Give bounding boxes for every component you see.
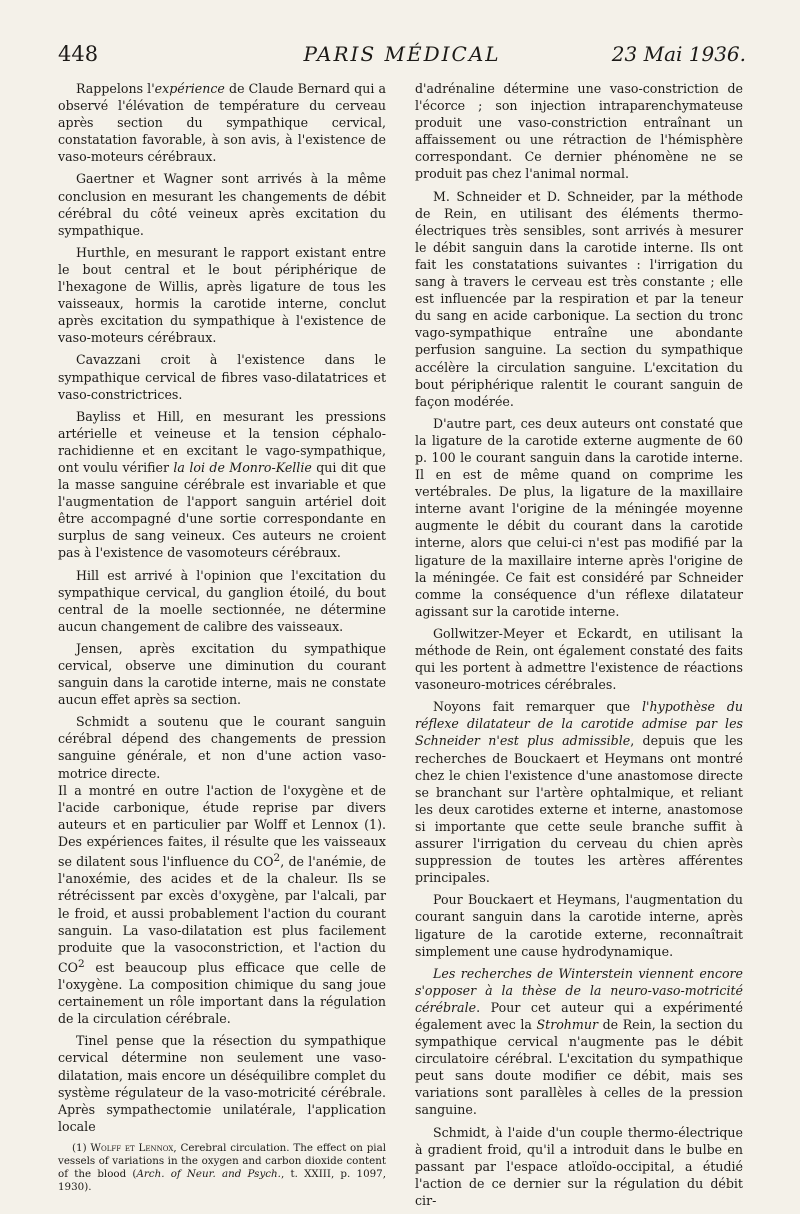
paragraph: Les recherches de Winterstein viennent encore s'opposer à la thèse de la neuro-vaso-motricité cérébrale. Pour cet auteur qui a expérimenté également avec la Strohmur de Rein, la section du sympathique cervical n'augmente pas le débit circulatoire cérébral. L'excitation du sympathique peut sans doute modifier ce débit, mais ses variations sont parallèles à celles de la pression sanguine. [415,965,743,1118]
paragraph: Gollwitzer-Meyer et Eckardt, en utilisant la méthode de Rein, ont également constaté des faits qui les portent à admettre l'existence de réactions vasoneuro-motrices cérébrales. [415,625,743,693]
paragraph: M. Schneider et D. Schneider, par la méthode de Rein, en utilisant des éléments thermo-électriques très sensibles, sont arrivés à mesurer le débit sanguin dans la carotide interne. Ils ont fait les constatations suivantes : l'irrigation du sang à travers le cerveau est très constante ; elle est influencée par la respiration et par la teneur du sang en acide carbonique. La section du tronc vago-sympathique entraîne une abondante perfusion sanguine. La section du sympathique accélère la circulation sanguine. L'excitation du bout périphérique ralentit le courant sanguin de façon modérée. [415,188,743,409]
paragraph: Hurthle, en mesurant le rapport existant entre le bout central et le bout périphérique de l'hexagone de Willis, après ligature de tous les vaisseaux, hormis la carotide interne, conclut après excitation du sympathique à l'existence de vaso-moteurs cérébraux. [58,244,386,346]
journal-title: PARIS MÉDICAL [303,42,501,66]
paragraph: Jensen, après excitation du sympathique cervical, observe une diminution du courant sanguin dans la carotide interne, mais ne constate aucun effet après sa section. [58,640,386,708]
paragraph: Rappelons l'expérience de Claude Bernard qui a observé l'élévation de température du cerveau après section du sympathique cervical, constatation favorable, à son avis, à l'existence de vaso-moteurs cérébraux. [58,81,386,165]
paragraph: Tinel pense que la résection du sympathique cervical détermine non seulement une vaso-dilatation, mais encore un déséquilibre complet du système régulateur de la vaso-motricité cérébrale. Après sympathectomie unilatérale, l'application locale [58,1033,386,1134]
paragraph: Bayliss et Hill, en mesurant les pressions artérielle et veineuse et la tension céphalo-rachidienne et en excitant le vago-sympathique, ont voulu vérifier la loi de Monro-Kellie qui dit que la masse sanguine cérébrale est invariable et que l'augmentation de l'apport sanguin artériel doit être accompagné d'une sortie correspondante en surplus de sang veineux. Ces auteurs ne croient pas à l'existence de vasomoteurs cérébraux. [58,408,386,561]
paragraph: Cavazzani croit à l'existence dans le sympathique cervical de fibres vaso-dilatatrices et vaso-constrictrices. [58,352,386,402]
footnote: (1) Wolff et Lennox, Cerebral circulation. The effect on pial vessels of variations in the oxygen and carbon dioxide content of the blood (Arch. of Neur. and Psych., t. XXIII, p. 1097, 1930). [58,1141,387,1193]
paragraph: Schmidt, à l'aide d'un couple thermo-électrique à gradient froid, qu'il a introduit dans le bulbe en passant par l'espace atloïdo-occipital, a étudié l'action de ce dernier sur la régulation du débit cir- [415,1124,743,1208]
paragraph: Gaertner et Wagner sont arrivés à la même conclusion en mesurant les changements de débit cérébral du côté veineux après excitation du sympathique. [58,171,386,238]
paragraph: d'adrénaline détermine une vaso-constriction de l'écorce ; son injection intraparenchymateuse produit une vaso-constriction entraînant un affaissement ou une rétraction de l'hémisphère correspondant. Ce dernier phénomène ne se produit pas chez l'animal normal. [415,81,743,182]
paragraph: D'autre part, ces deux auteurs ont constaté que la ligature de la carotide externe augmente de 60 p. 100 le courant sanguin dans la carotide interne. Il en est de même quand on comprime les vertébrales. De plus, la ligature de la maxillaire interne avant l'origine de la méningée moyenne augmente le débit du courant dans la carotide interne, alors que celui-ci n'est pas modifié par la ligature de la maxillaire interne après l'origine de la méningée. Ce fait est considéré par Schneider comme la conséquence d'un réflexe dilatateur agissant sur la carotide interne. [415,415,743,619]
page-number: 448 [58,42,99,66]
issue-date: 23 Mai 1936. [611,42,746,66]
left-column [58,80,386,1194]
right-column [415,80,743,1214]
paragraph: Pour Bouckaert et Heymans, l'augmentation du courant sanguin dans la carotide interne, après ligature de la carotide externe, reconnaîtrait simplement une cause hydrodynamique. [415,892,743,959]
paragraph: Noyons fait remarquer que l'hypothèse du réflexe dilatateur de la carotide admise par les Schneider n'est plus admissible, depuis que les recherches de Bouckaert et Heymans ont montré chez le chien l'existence d'une anastomose directe se branchant sur l'artère ophtalmique, et reliant les deux carotides externe et interne, anastomose si importante que cette seule branche suffit à assurer l'irrigation du cerveau du chien après suppression de toutes les artères afférentes principales. [415,699,744,886]
page-header [58,42,746,76]
paragraph: Schmidt a soutenu que le courant sanguin cérébral dépend des changements de pression sanguine générale, et non d'une action vaso-motrice directe. [58,714,386,781]
paragraph: Hill est arrivé à l'opinion que l'excitation du sympathique cervical, du ganglion étoilé, du bout central de la moelle sectionnée, ne détermine aucun changement de calibre des vaisseaux. [58,567,386,634]
paragraph: Il a montré en outre l'action de l'oxygène et de l'acide carbonique, étude reprise par divers auteurs et en particulier par Wolff et Lennox (1). Des expériences faites, il résulte que les vaisseaux se dilatent sous l'influence du $CO^2$, de l'anémie, de l'anoxémie, des acides et de la chaleur. Ils se rétrécissent par excès d'oxygène, par l'alcali, par le froid, et aussi probablement l'action du courant sanguin. La vaso-dilatation est plus facilement produite que la vasoconstriction, et l'action du $CO^2$ est beaucoup plus efficace que celle de l'oxygène. La composition chimique du sang joue certainement un rôle important dans la régulation de la circulation cérébrale. [58,782,386,1027]
